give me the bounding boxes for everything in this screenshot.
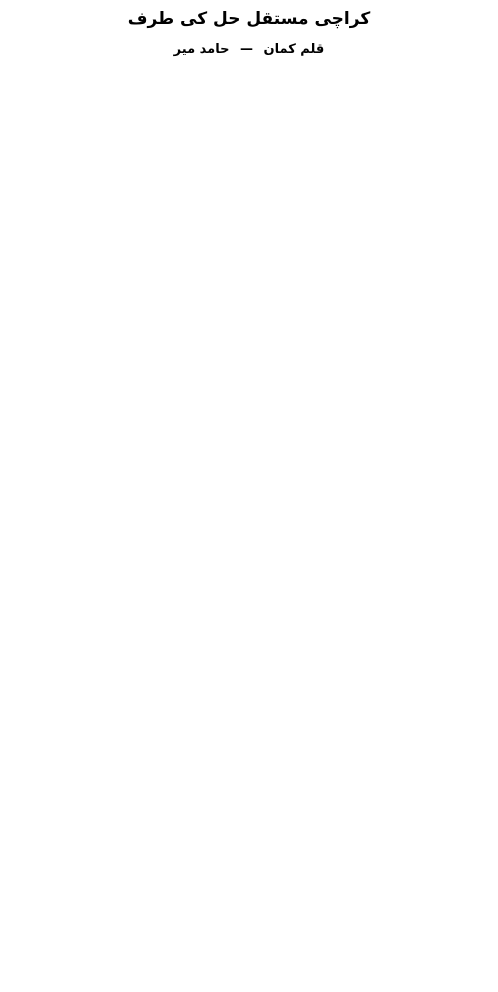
article-paragraph-1 — [8, 68, 490, 317]
article-title: کراچی مستقل حل کی طرف — [127, 9, 371, 29]
byline — [8, 40, 490, 60]
byline-separator: — — [239, 42, 253, 57]
article-paragraph-3 — [8, 592, 490, 654]
column-name: قلم کمان — [263, 42, 325, 57]
article-paragraph-2 — [8, 323, 490, 586]
article-paragraph-4 — [8, 660, 490, 956]
article-paragraph-5 — [8, 962, 490, 992]
author-name: حامد میر — [173, 42, 230, 57]
